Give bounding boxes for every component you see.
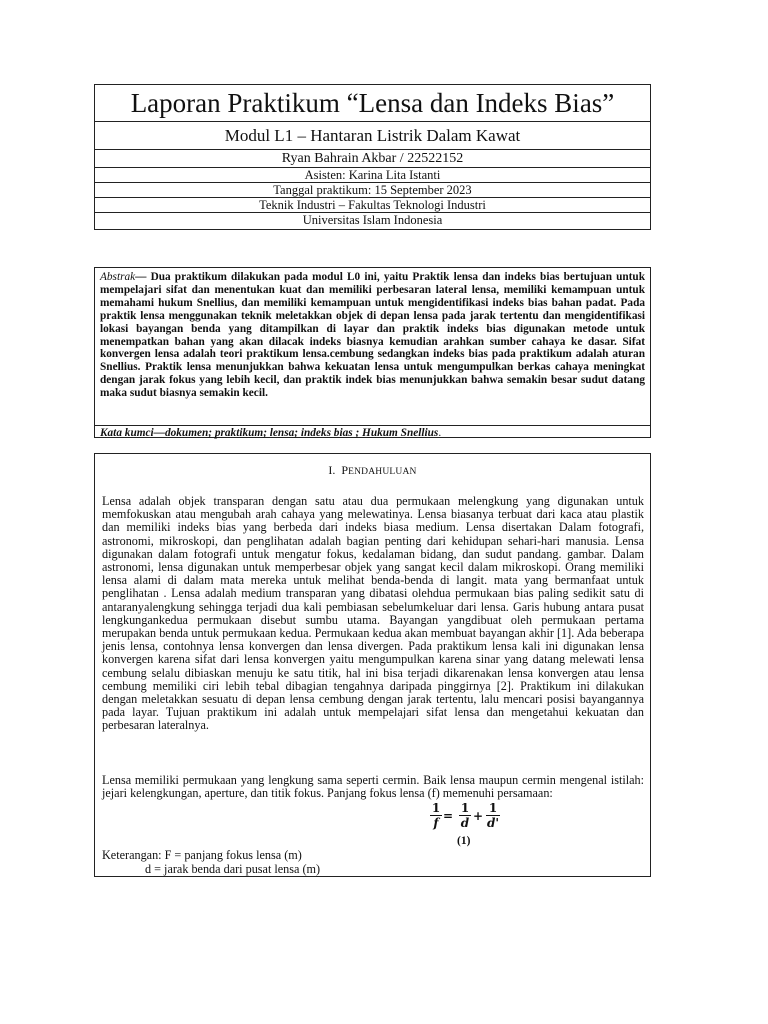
report-header-table bbox=[94, 84, 651, 230]
legend-line-1: Keterangan: F = panjang fokus lensa (m) bbox=[102, 848, 302, 862]
module-title: Modul L1 – Hantaran Listrik Dalam Kawat bbox=[95, 122, 650, 150]
keywords-row bbox=[95, 425, 650, 439]
abstract-label: Abstrak bbox=[100, 271, 136, 283]
fraction-denominator: f bbox=[433, 816, 439, 830]
practicum-date: Tanggal praktikum: 15 September 2023 bbox=[95, 183, 650, 198]
section-number: I. bbox=[328, 463, 336, 477]
intro-paragraph-2: Lensa memiliki permukaan yang lengkung sama seperti cermin. Baik lensa maupun cermin mengenal istilah: jejari kelengkungan, aperture, dan titik fokus. Panjang fokus lensa (f) memenuhi persamaan: bbox=[102, 773, 644, 801]
fraction-1-over-d bbox=[459, 802, 471, 830]
department: Teknik Industri – Fakultas Teknologi Industri bbox=[95, 198, 650, 213]
fraction-numerator: 1 bbox=[460, 801, 470, 815]
abstract-body: — Dua praktikum dilakukan pada modul L0 ini, yaitu Praktik lensa dan indeks bias bertujuan untuk mempelajari sifat dan menentukan kuat dan memiliki perbesaran lateral lensa, memiliki kemampuan untuk memahami hukum Snellius, dan memiliki kemampuan untuk mengidentifikasi indeks bias bahan padat. Pada praktik lensa menggunakan teknik meletakkan objek di depan lensa pada jarak tertentu dan mengidentifikasi lokasi bayangan benda yang ditampilkan di layar dan praktik indeks bias digunakan metode untuk menempatkan bahan yang akan dilacak indeks biasnya kemudian arahkan sumber cahaya ke dasar. Sifat konvergen lensa adalah teori praktikum lensa.cembung sedangkan indeks bias pada praktikum adalah aturan Snellius. Praktik lensa menunjukkan bahwa kekuatan lensa untuk mengumpulkan berkas cahaya meningkat dengan jarak fokus yang lebih kecil, dan praktik indek bias menunjukkan bahwa semakin besar sudut datang maka sudut biasnya semakin kecil. bbox=[100, 271, 645, 400]
fraction-numerator: 1 bbox=[486, 802, 500, 816]
legend-line-2: d = jarak benda dari pusat lensa (m) bbox=[145, 862, 321, 876]
abstract-box bbox=[94, 267, 651, 438]
report-title: Laporan Praktikum “Lensa dan Indeks Bias” bbox=[95, 85, 650, 122]
introduction-box bbox=[94, 453, 651, 877]
section-heading bbox=[95, 463, 650, 479]
assistant-name: Asisten: Karina Lita Istanti bbox=[95, 168, 650, 183]
university: Universitas Islam Indonesia bbox=[302, 213, 443, 227]
keywords: Kata kumci—dokumen; praktikum; lensa; indeks bias ; Hukum Snellius bbox=[100, 427, 439, 439]
abstract-text-block bbox=[100, 271, 645, 400]
fraction-denominator: d bbox=[460, 816, 470, 830]
section-title-wrap bbox=[341, 463, 416, 477]
fraction-1-over-d-prime bbox=[486, 802, 500, 830]
lens-formula bbox=[430, 802, 510, 836]
equals-sign: = bbox=[443, 809, 454, 823]
intro-paragraph-1: Lensa adalah objek transparan dengan satu atau dua permukaan melengkung yang digunakan untuk memfokuskan atau mengubah arah cahaya yang melewatinya. Lensa biasanya terbuat dari kaca atau plastik dan memiliki indeks bias yang berbeda dari indeks biasa medium. Lensa disertakan Dalam fotografi, astronomi, mikroskopi, dan penglihatan adalah bagian penting dari kehidupan sehari-hari manusia. Lensa digunakan dalam fotografi untuk mengatur fokus, kedalaman bidang, dan sudut pandang. gambar. Dalam astronomi, lensa digunakan untuk memperbesar objek yang sangat kecil dalam mikroskopi. Orang memiliki lensa alami di dalam mata mereka untuk melihat benda-benda di langit. mata yang bermanfaat untuk penglihatan . Lensa adalah medium transparan yang dibatasi olehdua permukaan bias paling sedikit satu di antaranyalengkung sehingga terjadi dua kali pembiasan sebelumkeluar dari lensa. Garis hubung antara pusat lengkungankedua permukaan disebut sumbu utama. Bayangan yangdibuat oleh permukaan pertama merupakan benda untuk permukaan kedua. Permukaan kedua akan membuat bayangan akhir [1]. Ada beberapa jenis lensa, contohnya lensa konvergen dan lensa divergen. Pada praktikum lensa kali ini digunakan lensa konvergen karena sifat dari lensa konvergen yaitu mengumpulkan karena sinar yang datang melewati lensa cembung selalu dibiaskan menuju ke satu titik, hal ini bisa terjadi dikarenakan lensa konvergen atau lensa cembung memiliki ciri lebih tebal dibagian tengahnya daripada pinggirnya [2]. Praktikum ini dilakukan dengan meletakkan sesuatu di depan lensa cembung dengan jarak tertentu, lalu mencari posisi bayangannya pada layar. Tujuan praktikum ini adalah untuk mempelajari sifat lensa dan mengetahui kekuatan dan perbesaran lateralnya. bbox=[102, 494, 644, 733]
author-name: Ryan Bahrain Akbar / 22522152 bbox=[95, 150, 650, 168]
fraction-denominator: d' bbox=[486, 816, 500, 830]
fraction-numerator: 1 bbox=[431, 801, 441, 815]
equation-number: (1) bbox=[457, 835, 471, 847]
section-title-rest: ENDAHULUAN bbox=[348, 467, 417, 477]
fraction-1-over-f bbox=[430, 802, 442, 830]
section-title-initial: P bbox=[341, 463, 349, 477]
keywords-end: . bbox=[438, 427, 442, 439]
plus-sign: + bbox=[473, 809, 484, 823]
